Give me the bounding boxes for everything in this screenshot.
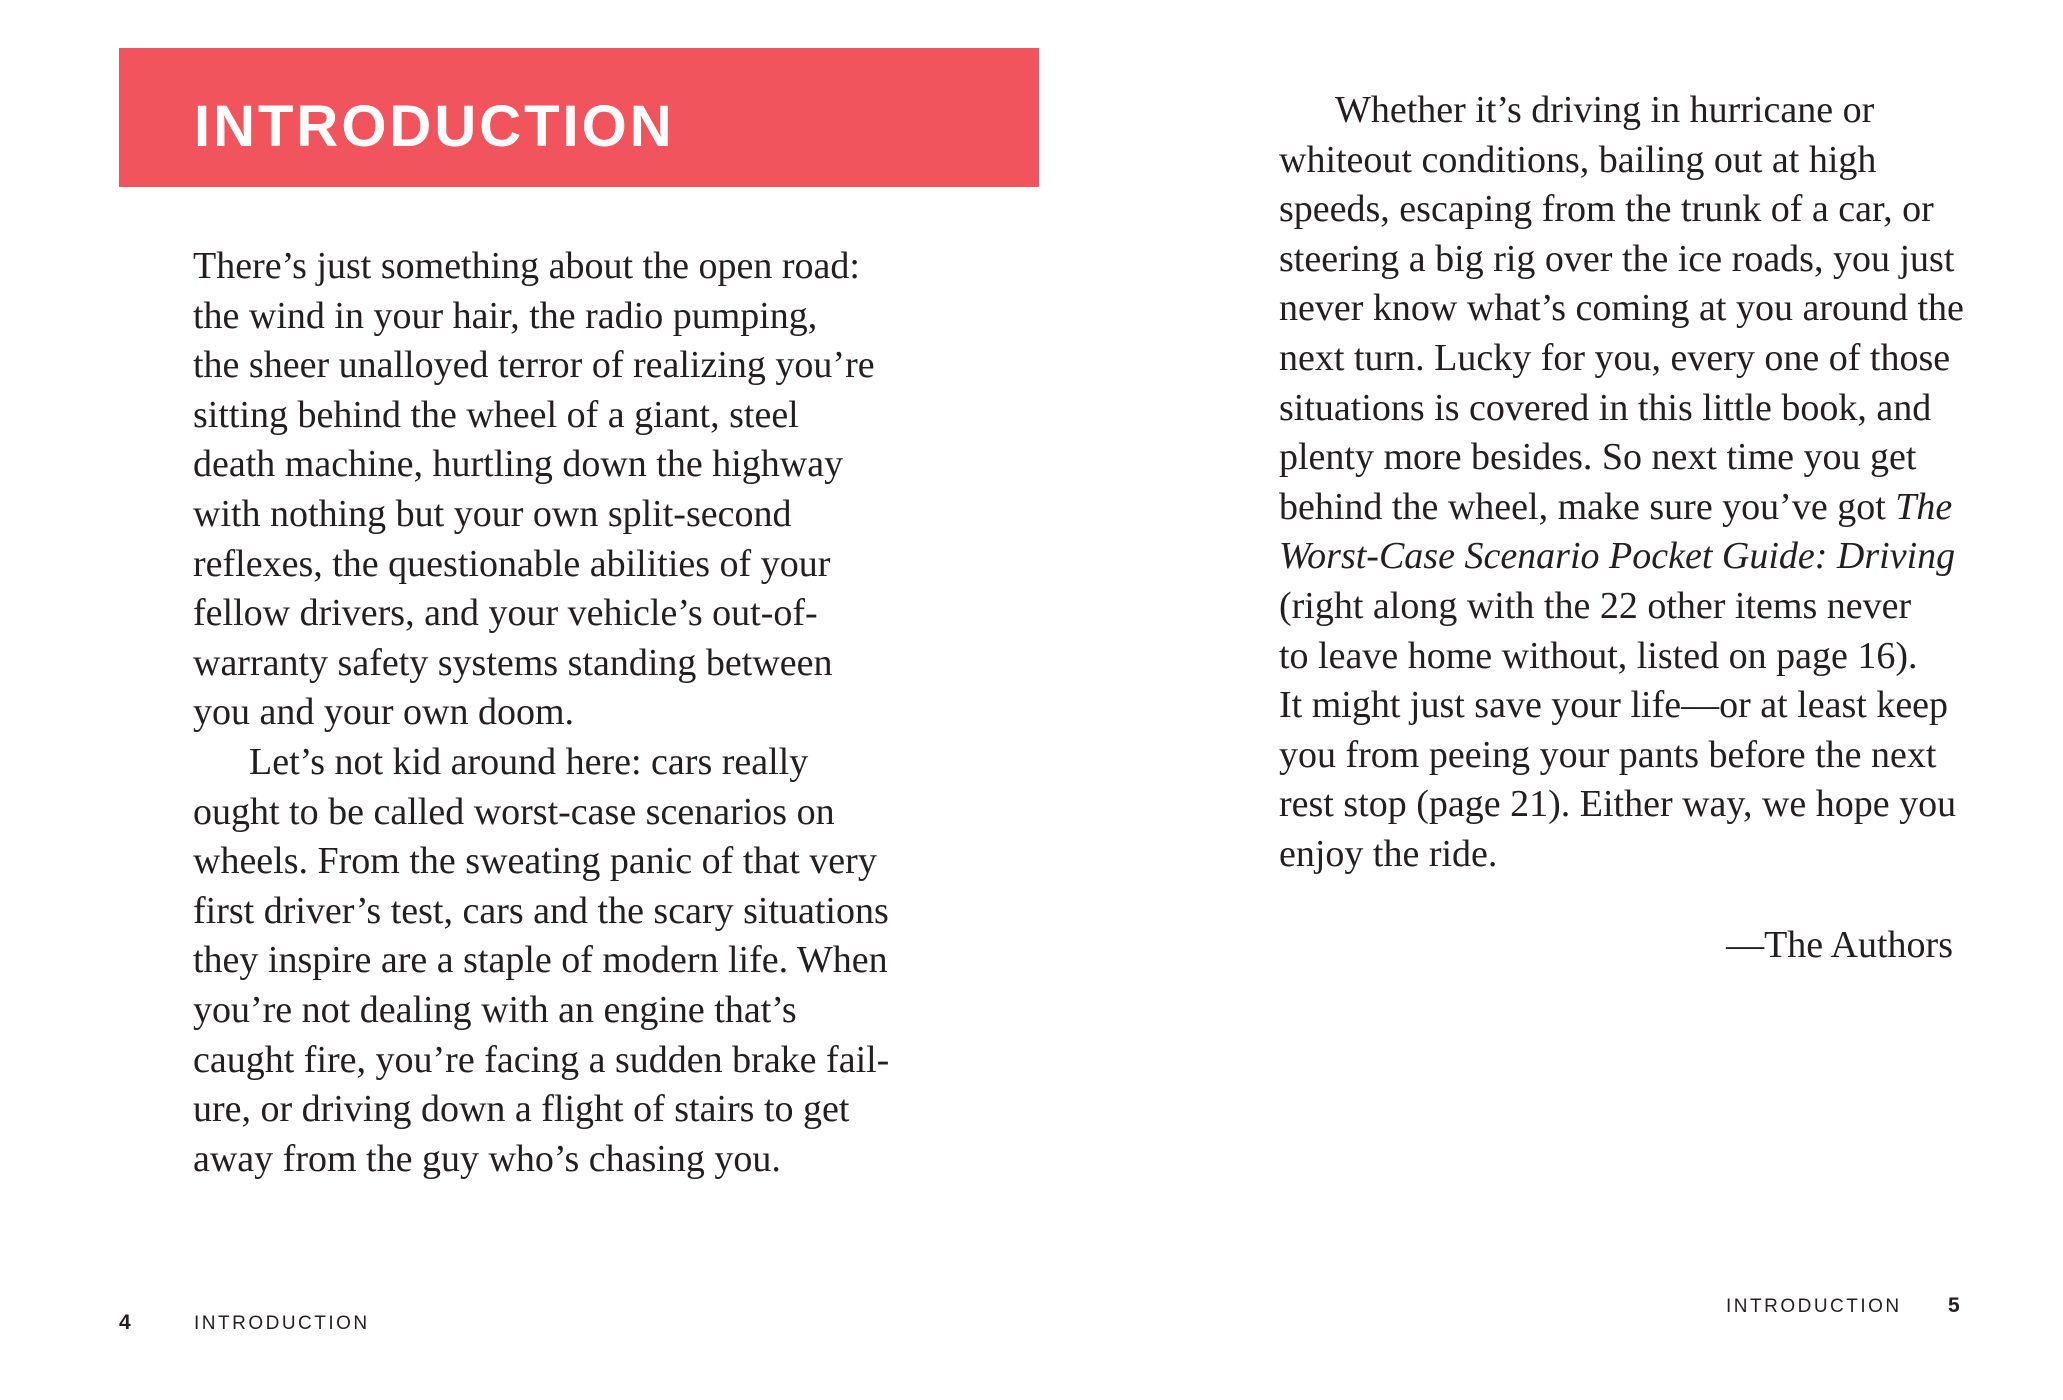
book-title-fragment: The [1895, 485, 1953, 528]
text-line: It might just save your life—or at least keep [1279, 684, 1949, 727]
text-line: speeds, escaping from the trunk of a car, or [1279, 188, 1934, 231]
text-line: they inspire are a staple of modern life. When [193, 939, 888, 982]
text-line: away from the guy who’s chasing you. [193, 1137, 781, 1180]
text-line: Whether it’s driving in hurricane or [1335, 89, 1875, 131]
text-line: sitting behind the wheel of a giant, steel [193, 393, 799, 436]
chapter-title-banner [119, 48, 1039, 187]
book-title-line: Worst-Case Scenario Pocket Guide: Driving [1279, 535, 1956, 578]
text-line: caught fire, you’re facing a sudden brake fail- [193, 1038, 890, 1081]
page-number-left: 4 [119, 1311, 131, 1334]
authors-signature: —The Authors [1726, 924, 1953, 966]
text-line: plenty more besides. So next time you get [1279, 436, 1917, 479]
right-page [1031, 0, 2063, 1400]
text-line: you’re not dealing with an engine that’s [193, 988, 797, 1031]
text-line: enjoy the ride. [1279, 832, 1498, 875]
text-line: steering a big rig over the ice roads, you just [1279, 237, 1955, 280]
running-head-left: INTRODUCTION [194, 1313, 370, 1334]
text-line: next turn. Lucky for you, every one of those [1279, 336, 1951, 379]
text-line: wheels. From the sweating panic of that very [193, 840, 877, 883]
text-line [1279, 483, 1999, 533]
text-line: you and your own doom. [193, 691, 575, 734]
text-line: ure, or driving down a flight of stairs to get [193, 1088, 850, 1131]
text-line: rest stop (page 21). Either way, we hope you [1279, 783, 1957, 826]
text-line: whiteout conditions, bailing out at high [1279, 138, 1877, 181]
text-line: the sheer unalloyed terror of realizing you’re [193, 344, 875, 387]
text-line: There’s just something about the open road: [193, 245, 860, 287]
left-page [0, 0, 1031, 1400]
text-line: reflexes, the questionable abilities of your [193, 542, 831, 585]
text-line: you from peeing your pants before the next [1279, 733, 1937, 776]
chapter-title: INTRODUCTION [194, 94, 675, 159]
text-line: fellow drivers, and your vehicle’s out-of- [193, 592, 818, 635]
text-line: to leave home without, listed on page 16). [1279, 634, 1918, 677]
left-body-text [193, 242, 973, 1184]
page-number-right: 5 [1948, 1294, 1960, 1317]
right-body-text [1279, 86, 1999, 880]
text-line: (right along with the 22 other items never [1279, 584, 1912, 627]
text-line: ought to be called worst-case scenarios on [193, 790, 835, 833]
text-line: first driver’s test, cars and the scary situations [193, 889, 889, 932]
text-line: with nothing but your own split-second [193, 492, 792, 535]
text-line: the wind in your hair, the radio pumping, [193, 294, 818, 337]
text-line: death machine, hurtling down the highway [193, 443, 844, 486]
text-line: never know what’s coming at you around the [1279, 287, 1964, 330]
text-line: situations is covered in this little book, and [1279, 386, 1932, 429]
text-fragment: behind the wheel, make sure you’ve got [1279, 485, 1896, 528]
text-line: Let’s not kid around here: cars really [249, 740, 809, 783]
text-line: warranty safety systems standing between [193, 641, 833, 684]
running-head-right: INTRODUCTION [1726, 1296, 1902, 1317]
